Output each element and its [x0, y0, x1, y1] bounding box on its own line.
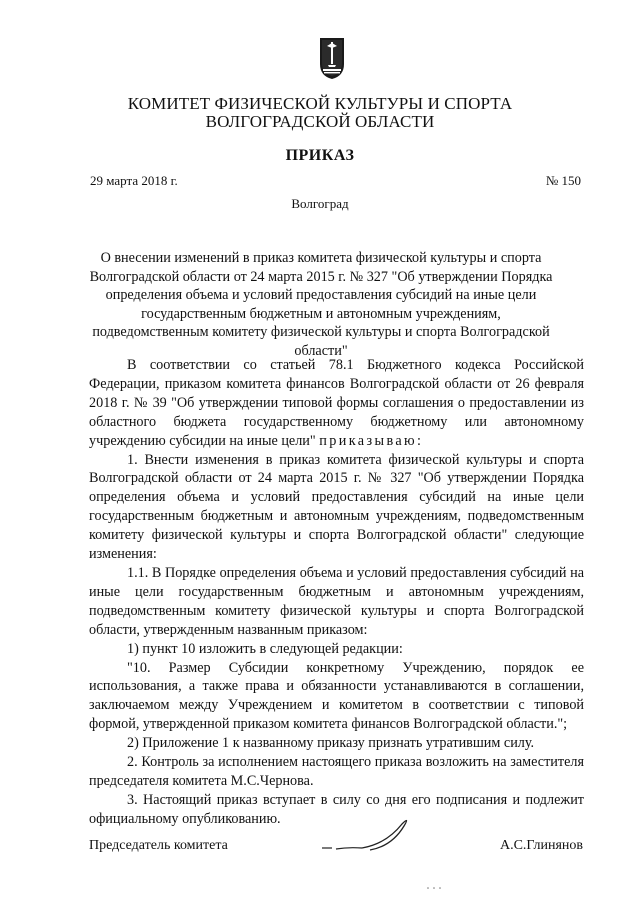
paragraph-item-2: 2. Контроль за исполнением настоящего приказа возложить на заместителя председателя комитета М.С.Чернова.: [89, 754, 584, 789]
document-date: 29 марта 2018 г.: [90, 173, 178, 188]
paragraph-item-1: 1. Внести изменения в приказ комитета физической культуры и спорта Волгоградской области от 24 марта 2015 г. № 327 "Об утверждении Порядка определения объема и условий предоставления субсидий на иные цели государственным бюджетным и автономным учреждениям, подведомственным комитету физической культуры и спорта Волгоградской области" следующие изменения:: [89, 451, 584, 563]
signatory-name: А.С.Глинянов: [499, 838, 583, 853]
paragraph-item-1-1: 1.1. В Порядке определения объема и условий предоставления субсидий на иные цели государственным бюджетным и автономным учреждениям, подведомственным комитету физической культуры и спорта Волгоградской области, утвержденным названным приказом:: [89, 564, 584, 638]
paragraph-item-3: 3. Настоящий приказ вступает в силу со дня его подписания и подлежит официальному опубликованию.: [89, 791, 584, 827]
document-city: Волгоград: [291, 196, 349, 211]
document-type-title: ПРИКАЗ: [285, 147, 355, 164]
org-name-line1: КОМИТЕТ ФИЗИЧЕСКОЙ КУЛЬТУРЫ И СПОРТА: [127, 94, 513, 113]
paragraph-preamble: [89, 356, 584, 451]
document-body: [89, 356, 584, 829]
preamble-text: В соответствии со статьей 78.1 Бюджетного кодекса Российской Федерации, приказом комитета финансов Волгоградской области от 26 февраля 2018 г. № 39 "Об утверждении типовой формы соглашения о предоставлении из областного бюджета государственному бюджетному или автономному учреждению субсидии на иные цели": [89, 357, 584, 449]
org-name-line2: ВОЛГОГРАДСКОЙ ОБЛАСТИ: [205, 112, 435, 131]
scan-artifact: [425, 885, 445, 891]
paragraph-subitem-2: 2) Приложение 1 к названному приказу признать утратившим силу.: [127, 735, 535, 752]
decree-word: приказываю:: [319, 432, 424, 449]
paragraph-subitem-1: 1) пункт 10 изложить в следующей редакции:: [127, 640, 403, 657]
signature-mark: [318, 818, 418, 858]
document-subject: О внесении изменений в приказ комитета физической культуры и спорта Волгоградской области от 24 марта 2015 г. № 327 "Об утверждении Порядка определения объема и условий предоставления субсидий на иные цели государственным бюджетным и автономным учреждениям, подведомственным комитету физической культуры и спорта Волгоградской области": [89, 250, 553, 359]
paragraph-quoted-clause: "10. Размер Субсидии конкретному Учреждению, порядок ее использования, а также права и обязанности устанавливаются в соглашении, заключаемом между Учреждением и комитетом в соответствии с типовой формой, утвержденной приказом комитета финансов Волгоградской области.";: [89, 659, 584, 733]
signatory-position: Председатель комитета: [89, 838, 228, 853]
document-number: № 150: [545, 173, 581, 188]
coat-of-arms-icon: [318, 36, 346, 80]
